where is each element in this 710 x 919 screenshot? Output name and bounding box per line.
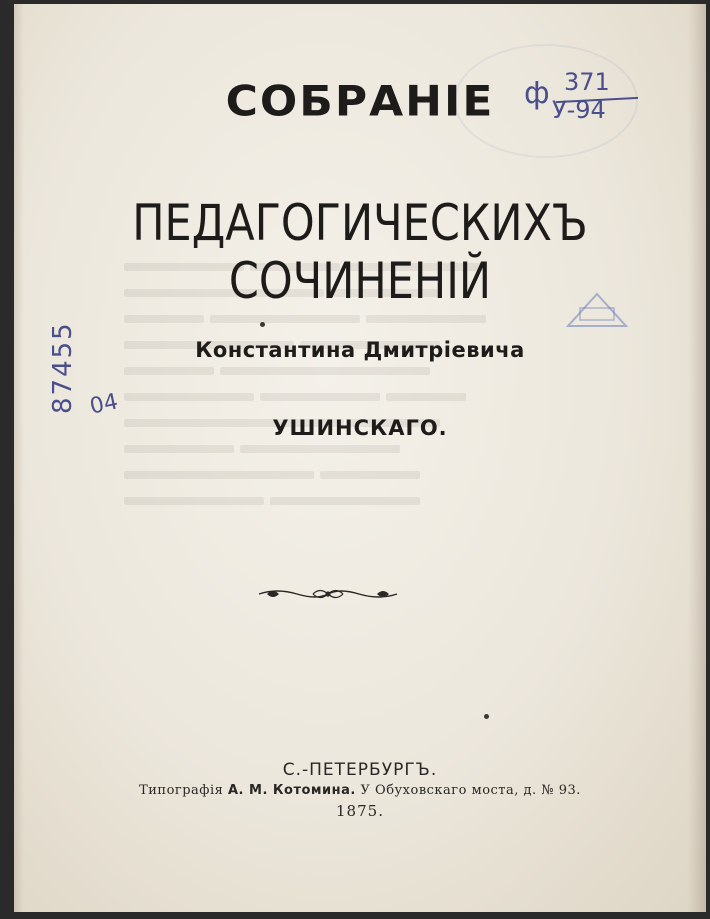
library-stamp-icon <box>562 290 632 334</box>
title-page <box>14 4 706 912</box>
printer-address: У Обуховскаго моста, д. № 93. <box>360 783 581 798</box>
publication-year: 1875. <box>336 802 384 820</box>
book-title-line-1: СОБРАНІЕ <box>225 77 495 126</box>
author-given-name: Константина Дмитріевича <box>195 338 525 362</box>
shelfmark-prefix: ф <box>524 76 550 111</box>
publication-city: С.-ПЕТЕРБУРГЪ. <box>282 760 438 780</box>
printer-name: А. М. Котомина. <box>227 783 356 798</box>
printer-line <box>14 783 706 798</box>
ink-speck <box>260 322 265 327</box>
book-title-line-2: ПЕДАГОГИЧЕСКИХЪ СОЧИНЕНІЙ <box>132 194 588 310</box>
shelfmark-bottom: У-94 <box>552 96 606 124</box>
ornament-divider-icon <box>257 584 399 604</box>
author-surname: УШИНСКАГО. <box>272 416 448 440</box>
ink-speck <box>484 714 489 719</box>
shelfmark-top: 371 <box>564 68 610 96</box>
inventory-suffix: 04 <box>87 389 121 420</box>
printer-prefix: Типографія <box>139 783 224 798</box>
inventory-number: 87455 <box>48 321 78 414</box>
